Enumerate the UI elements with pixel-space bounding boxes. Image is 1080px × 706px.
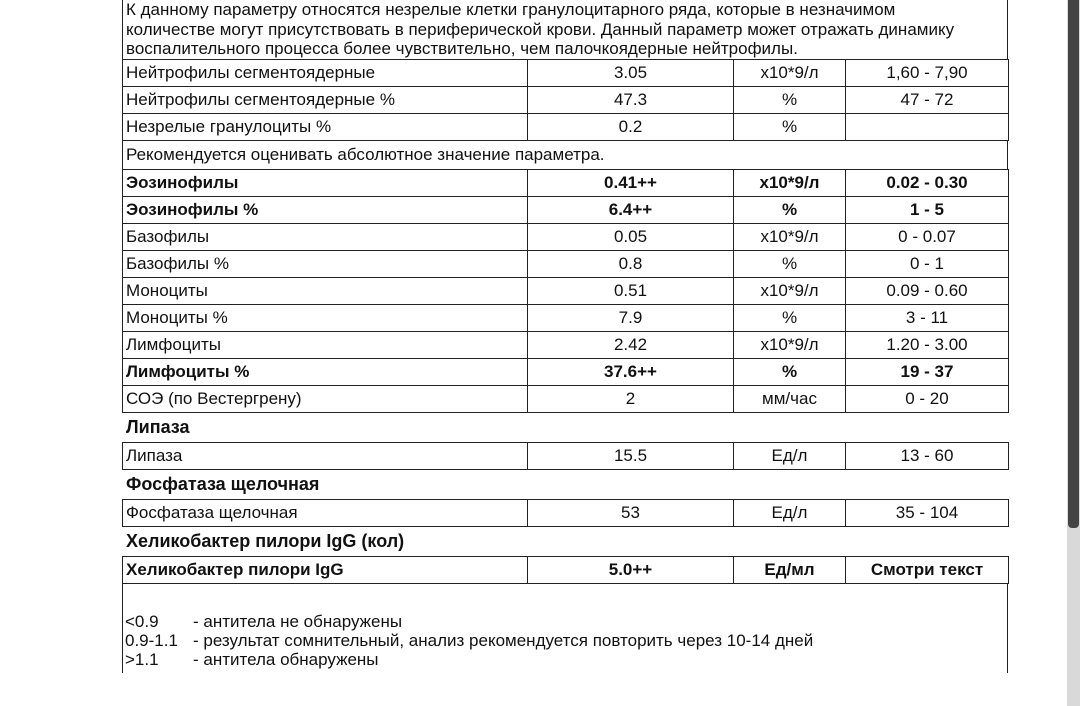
test-name: Эозинофилы: [123, 169, 528, 196]
section-title-lipase: Липаза: [126, 416, 190, 437]
test-name: Незрелые гранулоциты %: [123, 113, 528, 140]
table-row: [123, 385, 1009, 412]
test-reference: 0 - 1: [846, 250, 1009, 277]
test-value: 6.4++: [528, 196, 734, 223]
note-line: количестве могут присутствовать в периферической крови. Данный параметр может отражать динамику: [126, 19, 955, 39]
test-unit: Ед/мл: [734, 556, 846, 583]
legend-row: [125, 631, 1007, 650]
test-unit: Ед/л: [734, 499, 846, 526]
legend-desc: - антитела не обнаружены: [193, 611, 403, 631]
blood-table-b: [122, 169, 1009, 413]
test-value: 37.6++: [528, 358, 734, 385]
test-name: СОЭ (по Вестергрену): [123, 385, 528, 412]
immature-granulocytes-note: [122, 0, 1008, 59]
test-unit: %: [734, 250, 846, 277]
antibody-legend: [122, 584, 1008, 673]
test-name: Базофилы %: [123, 250, 528, 277]
test-value: 3.05: [528, 59, 734, 86]
test-value: 53: [528, 499, 734, 526]
alp-table: [122, 499, 1009, 527]
test-reference: 13 - 60: [846, 442, 1009, 469]
section-title-helicobacter: Хеликобактер пилори IgG (кол): [126, 530, 405, 551]
test-name: Хеликобактер пилори IgG: [123, 556, 528, 583]
legend-row: [125, 612, 1007, 631]
absolute-value-note: [122, 141, 1008, 169]
test-name: Нейтрофилы сегментоядерные %: [123, 86, 528, 113]
helicobacter-table: [122, 556, 1009, 584]
test-name: Моноциты: [123, 277, 528, 304]
test-reference: 0.02 - 0.30: [846, 169, 1009, 196]
table-row: [123, 331, 1009, 358]
test-unit: x10*9/л: [734, 59, 846, 86]
test-name: Базофилы: [123, 223, 528, 250]
test-reference: 19 - 37: [846, 358, 1009, 385]
table-row: [123, 196, 1009, 223]
note-line: воспалительного процесса более чувствительно, чем палочкоядерные нейтрофилы.: [126, 39, 798, 58]
test-unit: мм/час: [734, 385, 846, 412]
test-unit: %: [734, 86, 846, 113]
test-name: Эозинофилы %: [123, 196, 528, 223]
test-unit: x10*9/л: [734, 223, 846, 250]
note-line: К данному параметру относятся незрелые клетки гранулоцитарного ряда, которые в незначимом: [126, 0, 896, 19]
table-row: [123, 113, 1009, 140]
legend-key: >1.1: [125, 649, 159, 669]
test-unit: x10*9/л: [734, 331, 846, 358]
test-name: Липаза: [123, 442, 528, 469]
table-row: [123, 169, 1009, 196]
test-reference: 0 - 20: [846, 385, 1009, 412]
table-row: [123, 59, 1009, 86]
test-value: 7.9: [528, 304, 734, 331]
test-reference: 1,60 - 7,90: [846, 59, 1009, 86]
test-reference: 1.20 - 3.00: [846, 331, 1009, 358]
legend-desc: - результат сомнительный, анализ рекомендуется повторить через 10-14 дней: [193, 630, 814, 650]
note-text: Рекомендуется оценивать абсолютное значение параметра.: [126, 144, 605, 164]
test-reference: 0 - 0.07: [846, 223, 1009, 250]
test-value: 0.05: [528, 223, 734, 250]
table-row: [123, 556, 1009, 583]
legend-key: <0.9: [125, 611, 159, 631]
table-row: [123, 250, 1009, 277]
legend-key: 0.9-1.1: [125, 630, 178, 650]
test-value: 0.41++: [528, 169, 734, 196]
test-value: 5.0++: [528, 556, 734, 583]
test-value: 0.2: [528, 113, 734, 140]
test-unit: %: [734, 358, 846, 385]
table-row: [123, 442, 1009, 469]
test-reference: 3 - 11: [846, 304, 1009, 331]
test-unit: %: [734, 304, 846, 331]
test-reference: 0.09 - 0.60: [846, 277, 1009, 304]
test-name: Нейтрофилы сегментоядерные: [123, 59, 528, 86]
test-reference: Смотри текст: [846, 556, 1009, 583]
scrollbar-thumb[interactable]: [1068, 0, 1079, 528]
table-row: [123, 86, 1009, 113]
test-unit: x10*9/л: [734, 169, 846, 196]
table-row: [123, 304, 1009, 331]
test-reference: [846, 113, 1009, 140]
test-value: 15.5: [528, 442, 734, 469]
table-row: [123, 277, 1009, 304]
legend-row: [125, 650, 1007, 669]
test-name: Лимфоциты: [123, 331, 528, 358]
table-row: [123, 358, 1009, 385]
test-value: 47.3: [528, 86, 734, 113]
test-name: Моноциты %: [123, 304, 528, 331]
test-reference: 47 - 72: [846, 86, 1009, 113]
test-unit: %: [734, 196, 846, 223]
test-value: 0.8: [528, 250, 734, 277]
lab-report: [122, 0, 1008, 673]
test-value: 2.42: [528, 331, 734, 358]
test-name: Фосфатаза щелочная: [123, 499, 528, 526]
test-reference: 35 - 104: [846, 499, 1009, 526]
test-unit: Ед/л: [734, 442, 846, 469]
section-title-alkaline-phosphatase: Фосфатаза щелочная: [126, 473, 320, 494]
test-value: 2: [528, 385, 734, 412]
test-unit: %: [734, 113, 846, 140]
lipase-table: [122, 442, 1009, 470]
table-row: [123, 223, 1009, 250]
test-unit: x10*9/л: [734, 277, 846, 304]
test-value: 0.51: [528, 277, 734, 304]
test-reference: 1 - 5: [846, 196, 1009, 223]
table-row: [123, 499, 1009, 526]
blood-table-a: [122, 59, 1009, 141]
test-name: Лимфоциты %: [123, 358, 528, 385]
legend-desc: - антитела обнаружены: [193, 649, 379, 669]
